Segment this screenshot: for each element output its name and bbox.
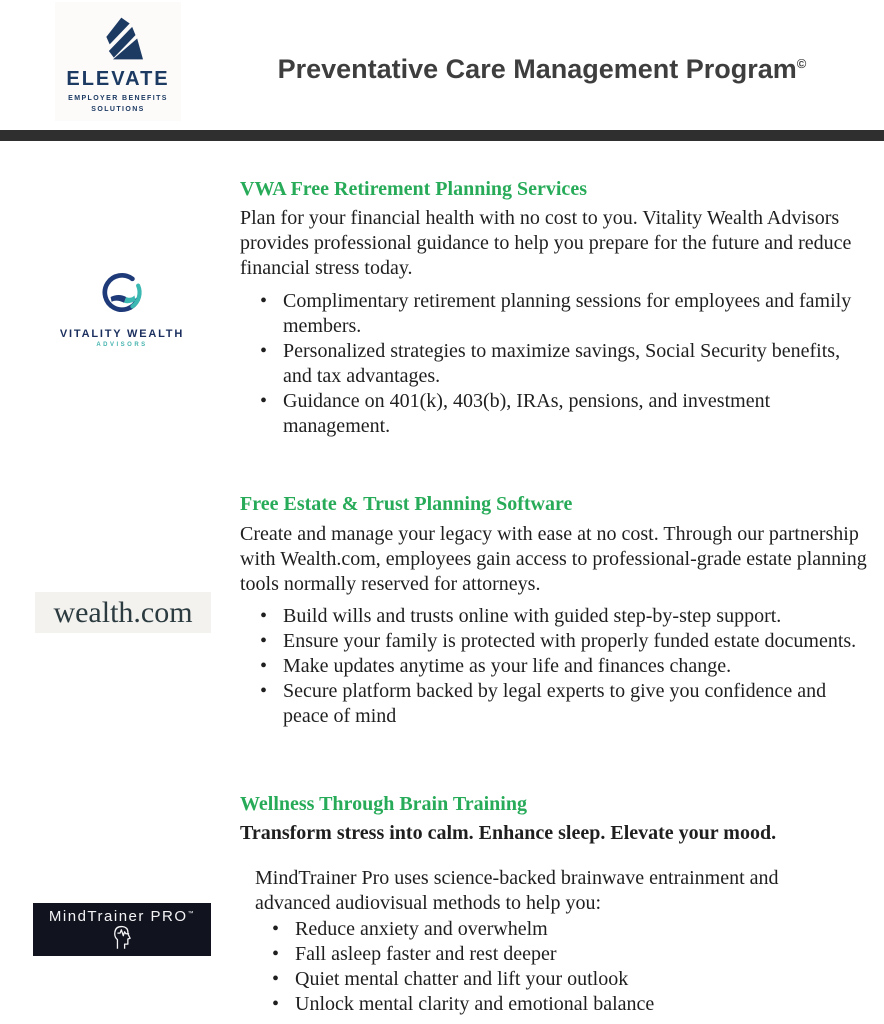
elevate-mountain-icon xyxy=(89,16,147,66)
list-item: • Ensure your family is protected with properly funded estate documents. xyxy=(240,629,868,654)
list-item: • Build wills and trusts online with guided step-by-step support. xyxy=(240,604,868,629)
vitality-wealth-subtext: ADVISORS xyxy=(96,342,148,348)
section2-title: Free Estate & Trust Planning Software xyxy=(240,493,573,515)
vitality-wealth-icon xyxy=(96,268,148,324)
section3-intro: MindTrainer Pro uses science-backed brainwave entrainment and advanced audiovisual methods to help you: xyxy=(255,867,779,914)
elevate-tagline xyxy=(68,94,168,115)
section1-title: VWA Free Retirement Planning Services xyxy=(240,178,587,200)
vitality-wealth-wordmark: VITALITY WEALTH xyxy=(59,328,185,340)
section1-intro: Plan for your financial health with no cost to you. Vitality Wealth Advisors provides professional guidance to help you prepare for the future and reduce financial stress today. xyxy=(240,207,852,279)
mindtrainer-pro-logo xyxy=(33,903,211,956)
list-item: • Reduce anxiety and overwhelm xyxy=(255,917,825,942)
list-item: • Secure platform backed by legal experts to give you confidence and peace of mind xyxy=(240,679,868,729)
list-item: • Personalized strategies to maximize savings, Social Security benefits, and tax advantages. xyxy=(240,339,868,389)
section3-bullet-list xyxy=(255,917,825,1017)
section3-title: Wellness Through Brain Training xyxy=(240,793,527,815)
list-item: • Make updates anytime as your life and finances change. xyxy=(240,654,868,679)
page-title xyxy=(200,54,884,85)
wealth-com-wordmark: wealth.com xyxy=(53,595,193,629)
section3-subtitle: Transform stress into calm. Enhance sleep. Elevate your mood. xyxy=(240,822,777,844)
mindtrainer-pro-wordmark xyxy=(49,909,195,924)
wealth-com-logo xyxy=(35,592,211,633)
section2-intro: Create and manage your legacy with ease at no cost. Through our partnership with Wealth.com, employees gain access to professional-grade estate planning tools normally reserved for attorneys. xyxy=(240,523,867,595)
list-item: • Complimentary retirement planning sessions for employees and family members. xyxy=(240,289,868,339)
copyright-mark: © xyxy=(796,56,807,71)
page-title-text: Preventative Care Management Program xyxy=(277,54,797,84)
section2-bullet-list xyxy=(240,604,868,729)
list-item: • Guidance on 401(k), 403(b), IRAs, pensions, and investment management. xyxy=(240,389,868,439)
elevate-tagline-line2: SOLUTIONS xyxy=(91,105,145,113)
list-item: • Quiet mental chatter and lift your outlook xyxy=(255,967,825,992)
mindtrainer-pro-text: MindTrainer PRO xyxy=(48,908,188,925)
list-item: • Fall asleep faster and rest deeper xyxy=(255,942,825,967)
elevate-wordmark: ELEVATE xyxy=(66,68,170,90)
head-brainwave-icon xyxy=(107,924,137,950)
section1-bullet-list xyxy=(240,289,868,439)
elevate-tagline-line1: EMPLOYER BENEFITS xyxy=(68,95,168,102)
elevate-logo xyxy=(55,2,181,121)
vitality-wealth-logo xyxy=(58,268,186,348)
trademark-mark: ™ xyxy=(187,911,196,917)
list-item: • Unlock mental clarity and emotional balance xyxy=(255,992,825,1017)
header-divider-bar xyxy=(0,130,884,141)
